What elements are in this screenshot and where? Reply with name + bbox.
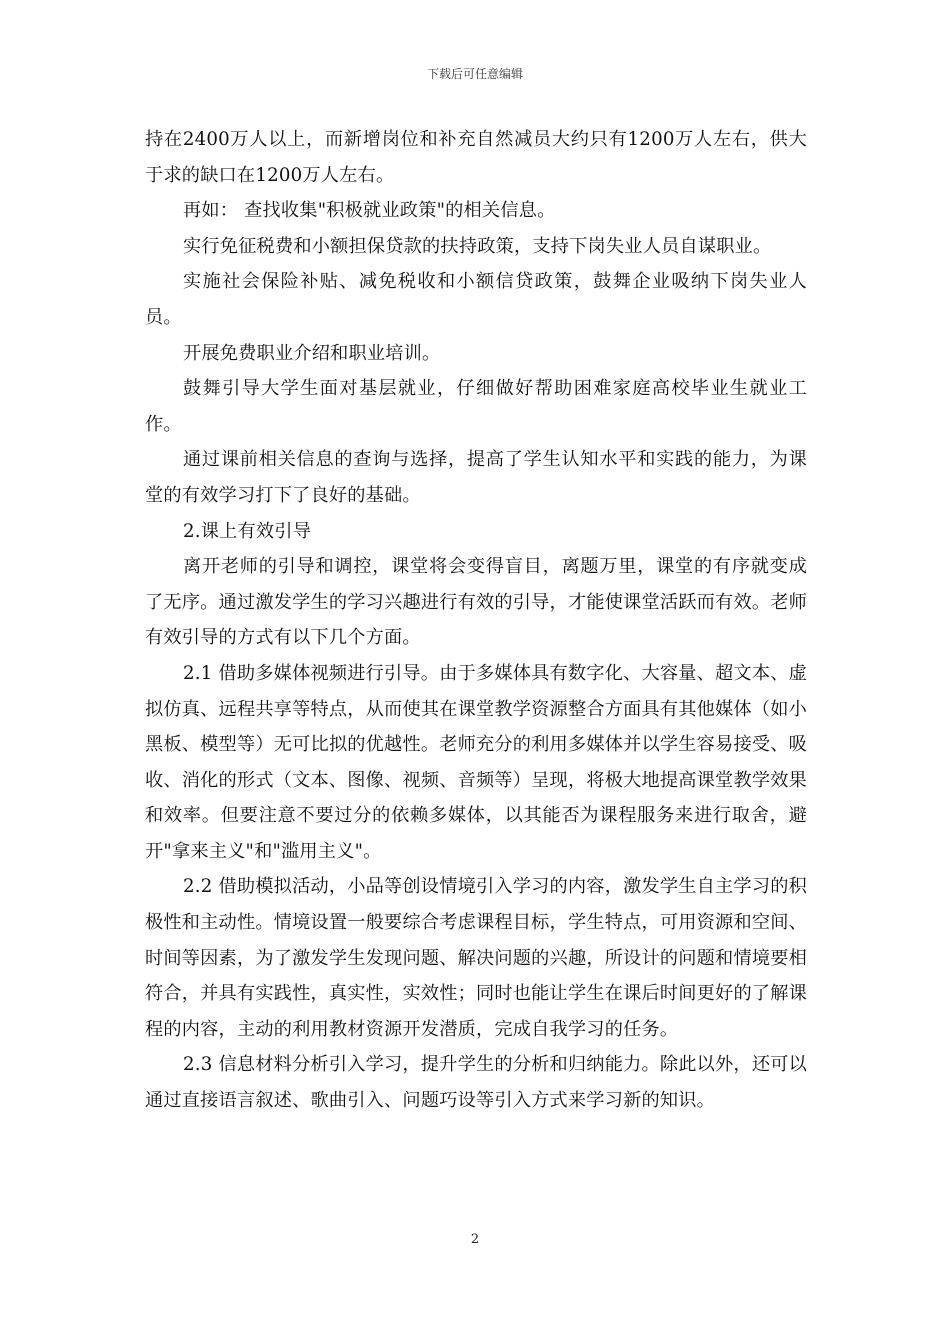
document-body bbox=[145, 122, 807, 1119]
paragraph: 实施社会保险补贴、减免税收和小额信贷政策，鼓舞企业吸纳下岗失业人员。 bbox=[145, 271, 807, 328]
section-heading: 2.课上有效引导 bbox=[183, 520, 312, 542]
paragraph: 2.3 信息材料分析引入学习，提升学生的分析和归纳能力。除此以外，还可以通过直接语言叙述、歌曲引入、问题巧设等引入方式来学习新的知识。 bbox=[145, 1054, 807, 1112]
paragraph: 持在2400万人以上，而新增岗位和补充自然减员大约只有1200万人左右，供大于求的缺口在1200万人左右。 bbox=[145, 129, 807, 186]
paragraph: 2.1 借助多媒体视频进行引导。由于多媒体具有数字化、大容量、超文本、虚拟仿真、远程共享等特点，从而使其在课堂教学资源整合方面具有其他媒体（如小黑板、模型等）无可比拟的优越性。老师充分的利用多媒体并以学生容易接受、吸收、消化的形式（文本、图像、视频、音频等）呈现，将极大地提高课堂教学效果和效率。但要注意不要过分的依赖多媒体，以其能否为课程服务来进行取舍，避开"拿来主义"和"滥用主义"。 bbox=[145, 662, 807, 862]
paragraph: 开展免费职业介绍和职业培训。 bbox=[183, 342, 441, 364]
paragraph: 通过课前相关信息的查询与选择，提高了学生认知水平和实践的能力，为课堂的有效学习打下了良好的基础。 bbox=[145, 449, 807, 506]
paragraph: 离开老师的引导和调控，课堂将会变得盲目，离题万里，课堂的有序就变成了无序。通过激发学生的学习兴趣进行有效的引导，才能使课堂活跃而有效。老师有效引导的方式有以下几个方面。 bbox=[145, 556, 807, 649]
page-header: 下载后可任意编辑 bbox=[426, 67, 523, 81]
paragraph: 实行免征税费和小额担保贷款的扶持政策，支持下岗失业人员自谋职业。 bbox=[183, 235, 772, 257]
paragraph: 再如： 查找收集"积极就业政策"的相关信息。 bbox=[183, 200, 556, 222]
paragraph: 鼓舞引导大学生面对基层就业，仔细做好帮助困难家庭高校毕业生就业工作。 bbox=[145, 378, 807, 435]
paragraph: 2.2 借助模拟活动，小品等创设情境引入学习的内容，激发学生自主学习的积极性和主动性。情境设置一般要综合考虑课程目标，学生特点，可用资源和空间、时间等因素，为了激发学生发现问题、解决问题的兴趣，所设计的问题和情境要相符合，并具有实践性，真实性，实效性；同时也能让学生在课后时间更好的了解课程的内容，主动的利用教材资源开发潜质，完成自我学习的任务。 bbox=[145, 876, 807, 1040]
page-number: 2 bbox=[470, 1232, 480, 1247]
